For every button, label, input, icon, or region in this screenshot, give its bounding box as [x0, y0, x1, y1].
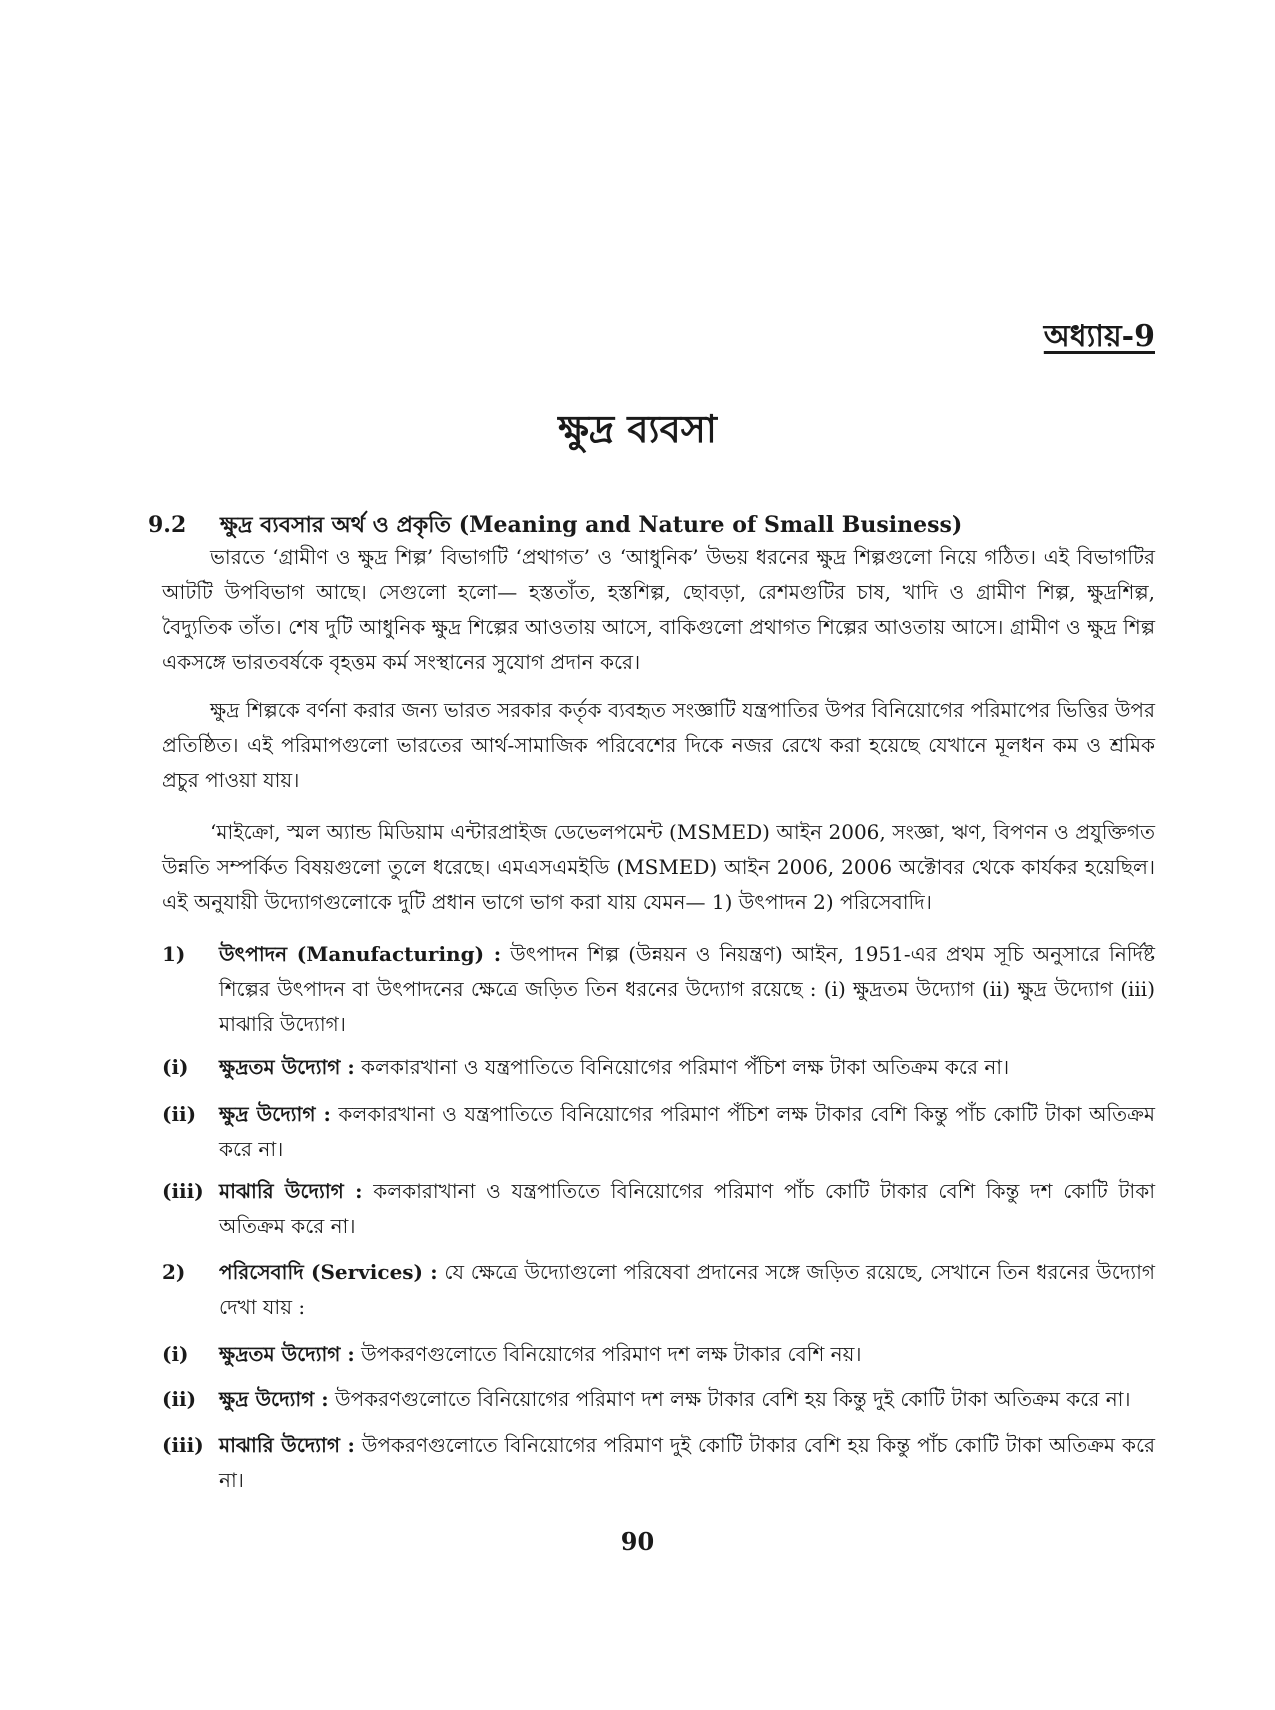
item-number: (ii) — [162, 1102, 197, 1126]
item-number: (i) — [162, 1342, 189, 1366]
item-term: ক্ষুদ্রতম উদ্যোগ : — [219, 1055, 355, 1079]
item-number: 1) — [162, 942, 186, 966]
item-term: মাঝারি উদ্যোগ : — [219, 1433, 355, 1457]
item-text: উপকরণগুলোতে বিনিয়োগের পরিমাণ দুই কোটি টাকার বেশি হয় কিন্তু পাঁচ কোটি টাকা অতিক্রম করে না। — [219, 1433, 1155, 1492]
page-number: 90 — [620, 1527, 655, 1556]
item-text: যে ক্ষেত্রে উদ্যোগুলো পরিষেবা প্রদানের সঙ্গে জড়িত রয়েছে, সেখানে তিন ধরনের উদ্যোগ দেখা যায় : — [219, 1260, 1156, 1319]
paragraph: ভারতে ‘গ্রামীণ ও ক্ষুদ্র শিল্প’ বিভাগটি ‘প্রথাগত’ ও ‘আধুনিক’ উভয় ধরনের ক্ষুদ্র শিল্পগুলো নিয়ে গঠিত। এই বিভাগটির আটটি উপবিভাগ আছে। সেগুলো হলো— হস্ততাঁত, হস্তশিল্প, ছোবড়া, রেশমগুটির চাষ, খাদি ও গ্রামীণ শিল্প, ক্ষুদ্রশিল্প, বৈদ্যুতিক তাঁত। শেষ দুটি আধুনিক ক্ষুদ্র শিল্পের আওতায় আসে, বাকিগুলো প্রথাগত শিল্পের আওতায় আসে। গ্রামীণ ও ক্ষুদ্র শিল্প একসঙ্গে ভারতবর্ষকে বৃহত্তম কর্ম সংস্থানের সুযোগ প্রদান করে। — [162, 545, 1155, 674]
item-term: পরিসেবাদি (Services) : — [219, 1260, 438, 1284]
item-term: ক্ষুদ্র উদ্যোগ : — [219, 1387, 329, 1411]
item-term: উৎপাদন (Manufacturing) : — [219, 942, 502, 966]
item-term: ক্ষুদ্র উদ্যোগ : — [219, 1102, 331, 1126]
item-text: কলকারখানা ও যন্ত্রপাতিতে বিনিয়োগের পরিমাণ পঁচিশ লক্ষ টাকার বেশি কিন্তু পাঁচ কোটি টাকা অতিক্রম করে না। — [219, 1102, 1155, 1161]
item-number: 2) — [162, 1260, 186, 1284]
section-title: ক্ষুদ্র ব্যবসার অর্থ ও প্রকৃতি (Meaning and Nature of Small Business) — [220, 512, 963, 538]
list-item — [162, 1097, 1155, 1167]
list-item — [162, 1382, 1155, 1417]
item-text: উপকরণগুলোতে বিনিয়োগের পরিমাণ দশ লক্ষ টাকার বেশি হয় কিন্তু দুই কোটি টাকা অতিক্রম করে না। — [328, 1387, 1131, 1411]
item-number: (i) — [162, 1055, 189, 1079]
item-term: মাঝারি উদ্যোগ : — [219, 1179, 363, 1203]
paragraph: ক্ষুদ্র শিল্পকে বর্ণনা করার জন্য ভারত সরকার কর্তৃক ব্যবহৃত সংজ্ঞাটি যন্ত্রপাতির উপর বিনিয়োগের পরিমাপের ভিত্তির উপর প্রতিষ্ঠিত। এই পরিমাপগুলো ভারতের আর্থ-সামাজিক পরিবেশের দিকে নজর রেখে করা হয়েছে যেখানে মূলধন কম ও শ্রমিক প্রচুর পাওয়া যায়। — [162, 698, 1155, 792]
item-term: ক্ষুদ্রতম উদ্যোগ : — [219, 1342, 355, 1366]
page-title: ক্ষুদ্র ব্যবসা — [558, 406, 717, 451]
list-item — [162, 937, 1155, 1042]
list-item — [162, 1255, 1155, 1325]
item-number: (iii) — [162, 1179, 204, 1203]
item-text: উপকরণগুলোতে বিনিয়োগের পরিমাণ দশ লক্ষ টাকার বেশি নয়। — [354, 1342, 862, 1366]
item-text: কলকারাখানা ও যন্ত্রপাতিতে বিনিয়োগের পরিমাণ পাঁচ কোটি টাকার বেশি কিন্তু দশ কোটি টাকা অতিক্রম করে না। — [219, 1179, 1156, 1238]
chapter-label: অধ্যায়-9 — [1043, 319, 1155, 354]
item-text: উৎপাদন শিল্প (উন্নয়ন ও নিয়ন্ত্রণ) আইন, 1951-এর প্রথম সূচি অনুসারে নির্দিষ্ট শিল্পের উৎপাদন বা উৎপাদনের ক্ষেত্রে জড়িত তিন ধরনের উদ্যোগ রয়েছে : (i) ক্ষুদ্রতম উদ্যোগ (ii) ক্ষুদ্র উদ্যোগ (iii) মাঝারি উদ্যোগ। — [219, 942, 1156, 1036]
list-item — [162, 1050, 1155, 1085]
item-text: কলকারখানা ও যন্ত্রপাতিতে বিনিয়োগের পরিমাণ পঁচিশ লক্ষ টাকা অতিক্রম করে না। — [354, 1055, 1010, 1079]
paragraph: ‘মাইক্রো, স্মল অ্যান্ড মিডিয়াম এন্টারপ্রাইজ ডেভেলপমেন্ট (MSMED) আইন 2006, সংজ্ঞা, ঋণ, বিপণন ও প্রযুক্তিগত উন্নতি সম্পর্কিত বিষয়গুলো তুলে ধরেছে। এমএসএমইডি (MSMED) আইন 2006, 2006 অক্টোবর থেকে কার্যকর হয়েছিল। এই অনুযায়ী উদ্যোগগুলোকে দুটি প্রধান ভাগে ভাগ করা যায় যেমন— 1) উৎপাদন 2) পরিসেবাদি। — [162, 820, 1155, 914]
list-item — [162, 1337, 1155, 1372]
item-number: (ii) — [162, 1387, 197, 1411]
list-item — [162, 1174, 1155, 1244]
item-number: (iii) — [162, 1433, 204, 1457]
section-number: 9.2 — [148, 512, 187, 538]
list-item — [162, 1428, 1155, 1498]
